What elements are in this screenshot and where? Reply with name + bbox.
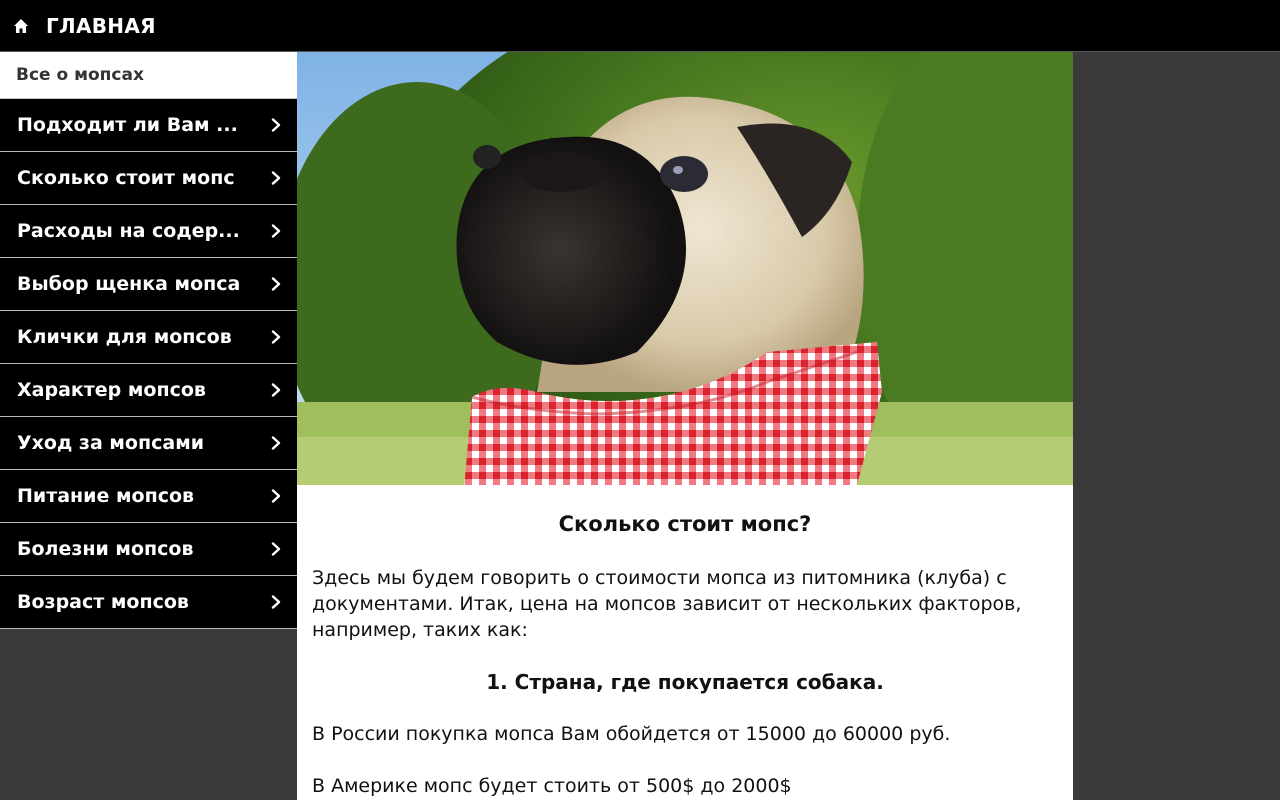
sidebar: [0, 52, 297, 629]
article-title: Сколько стоит мопс?: [558, 512, 812, 536]
sidebar-item-label: Клички для мопсов: [17, 326, 232, 348]
chevron-right-icon: [269, 595, 283, 609]
article-intro: Здесь мы будем говорить о стоимости мопса из питомника (клуба) с документами. Итак, цена на мопсов зависит от нескольких факторов, например, таких как:: [312, 567, 1022, 641]
sidebar-item[interactable]: [0, 205, 297, 258]
sidebar-item-label: Питание мопсов: [17, 485, 195, 507]
article-subheading: 1. Страна, где покупается собака.: [486, 670, 884, 694]
top-bar: [0, 0, 1280, 52]
main-content: [297, 52, 1073, 800]
sidebar-item[interactable]: [0, 523, 297, 576]
sidebar-item-label: Выбор щенка мопса: [17, 273, 241, 295]
chevron-right-icon: [269, 489, 283, 503]
sidebar-item[interactable]: [0, 470, 297, 523]
home-label: ГЛАВНАЯ: [46, 13, 156, 38]
sidebar-item[interactable]: [0, 311, 297, 364]
sidebar-current-section[interactable]: Все о мопсах: [0, 52, 297, 99]
home-link[interactable]: [0, 0, 156, 52]
sidebar-item[interactable]: [0, 417, 297, 470]
sidebar-item-label: Возраст мопсов: [17, 591, 189, 613]
sidebar-item-label: Сколько стоит мопс: [17, 167, 235, 189]
chevron-right-icon: [269, 330, 283, 344]
chevron-right-icon: [269, 118, 283, 132]
article-paragraph-america: В Америке мопс будет стоить от 500$ до 2000$: [312, 775, 792, 797]
sidebar-item-label: Болезни мопсов: [17, 538, 194, 560]
chevron-right-icon: [269, 436, 283, 450]
chevron-right-icon: [269, 171, 283, 185]
sidebar-item[interactable]: [0, 152, 297, 205]
chevron-right-icon: [269, 277, 283, 291]
sidebar-item-label: Подходит ли Вам ...: [17, 114, 238, 136]
article: [297, 511, 1073, 799]
sidebar-item-label: Уход за мопсами: [17, 432, 205, 454]
sidebar-item[interactable]: [0, 258, 297, 311]
sidebar-item-label: Характер мопсов: [17, 379, 206, 401]
sidebar-item-label: Расходы на содер...: [17, 220, 240, 242]
pug-photo: [297, 52, 1073, 485]
sidebar-item[interactable]: [0, 99, 297, 152]
sidebar-item[interactable]: [0, 576, 297, 629]
article-paragraph-russia: В России покупка мопса Вам обойдется от 15000 до 60000 руб.: [312, 723, 951, 745]
chevron-right-icon: [269, 542, 283, 556]
chevron-right-icon: [269, 383, 283, 397]
chevron-right-icon: [269, 224, 283, 238]
home-icon: [12, 17, 30, 35]
sidebar-menu: [0, 99, 297, 629]
sidebar-item[interactable]: [0, 364, 297, 417]
